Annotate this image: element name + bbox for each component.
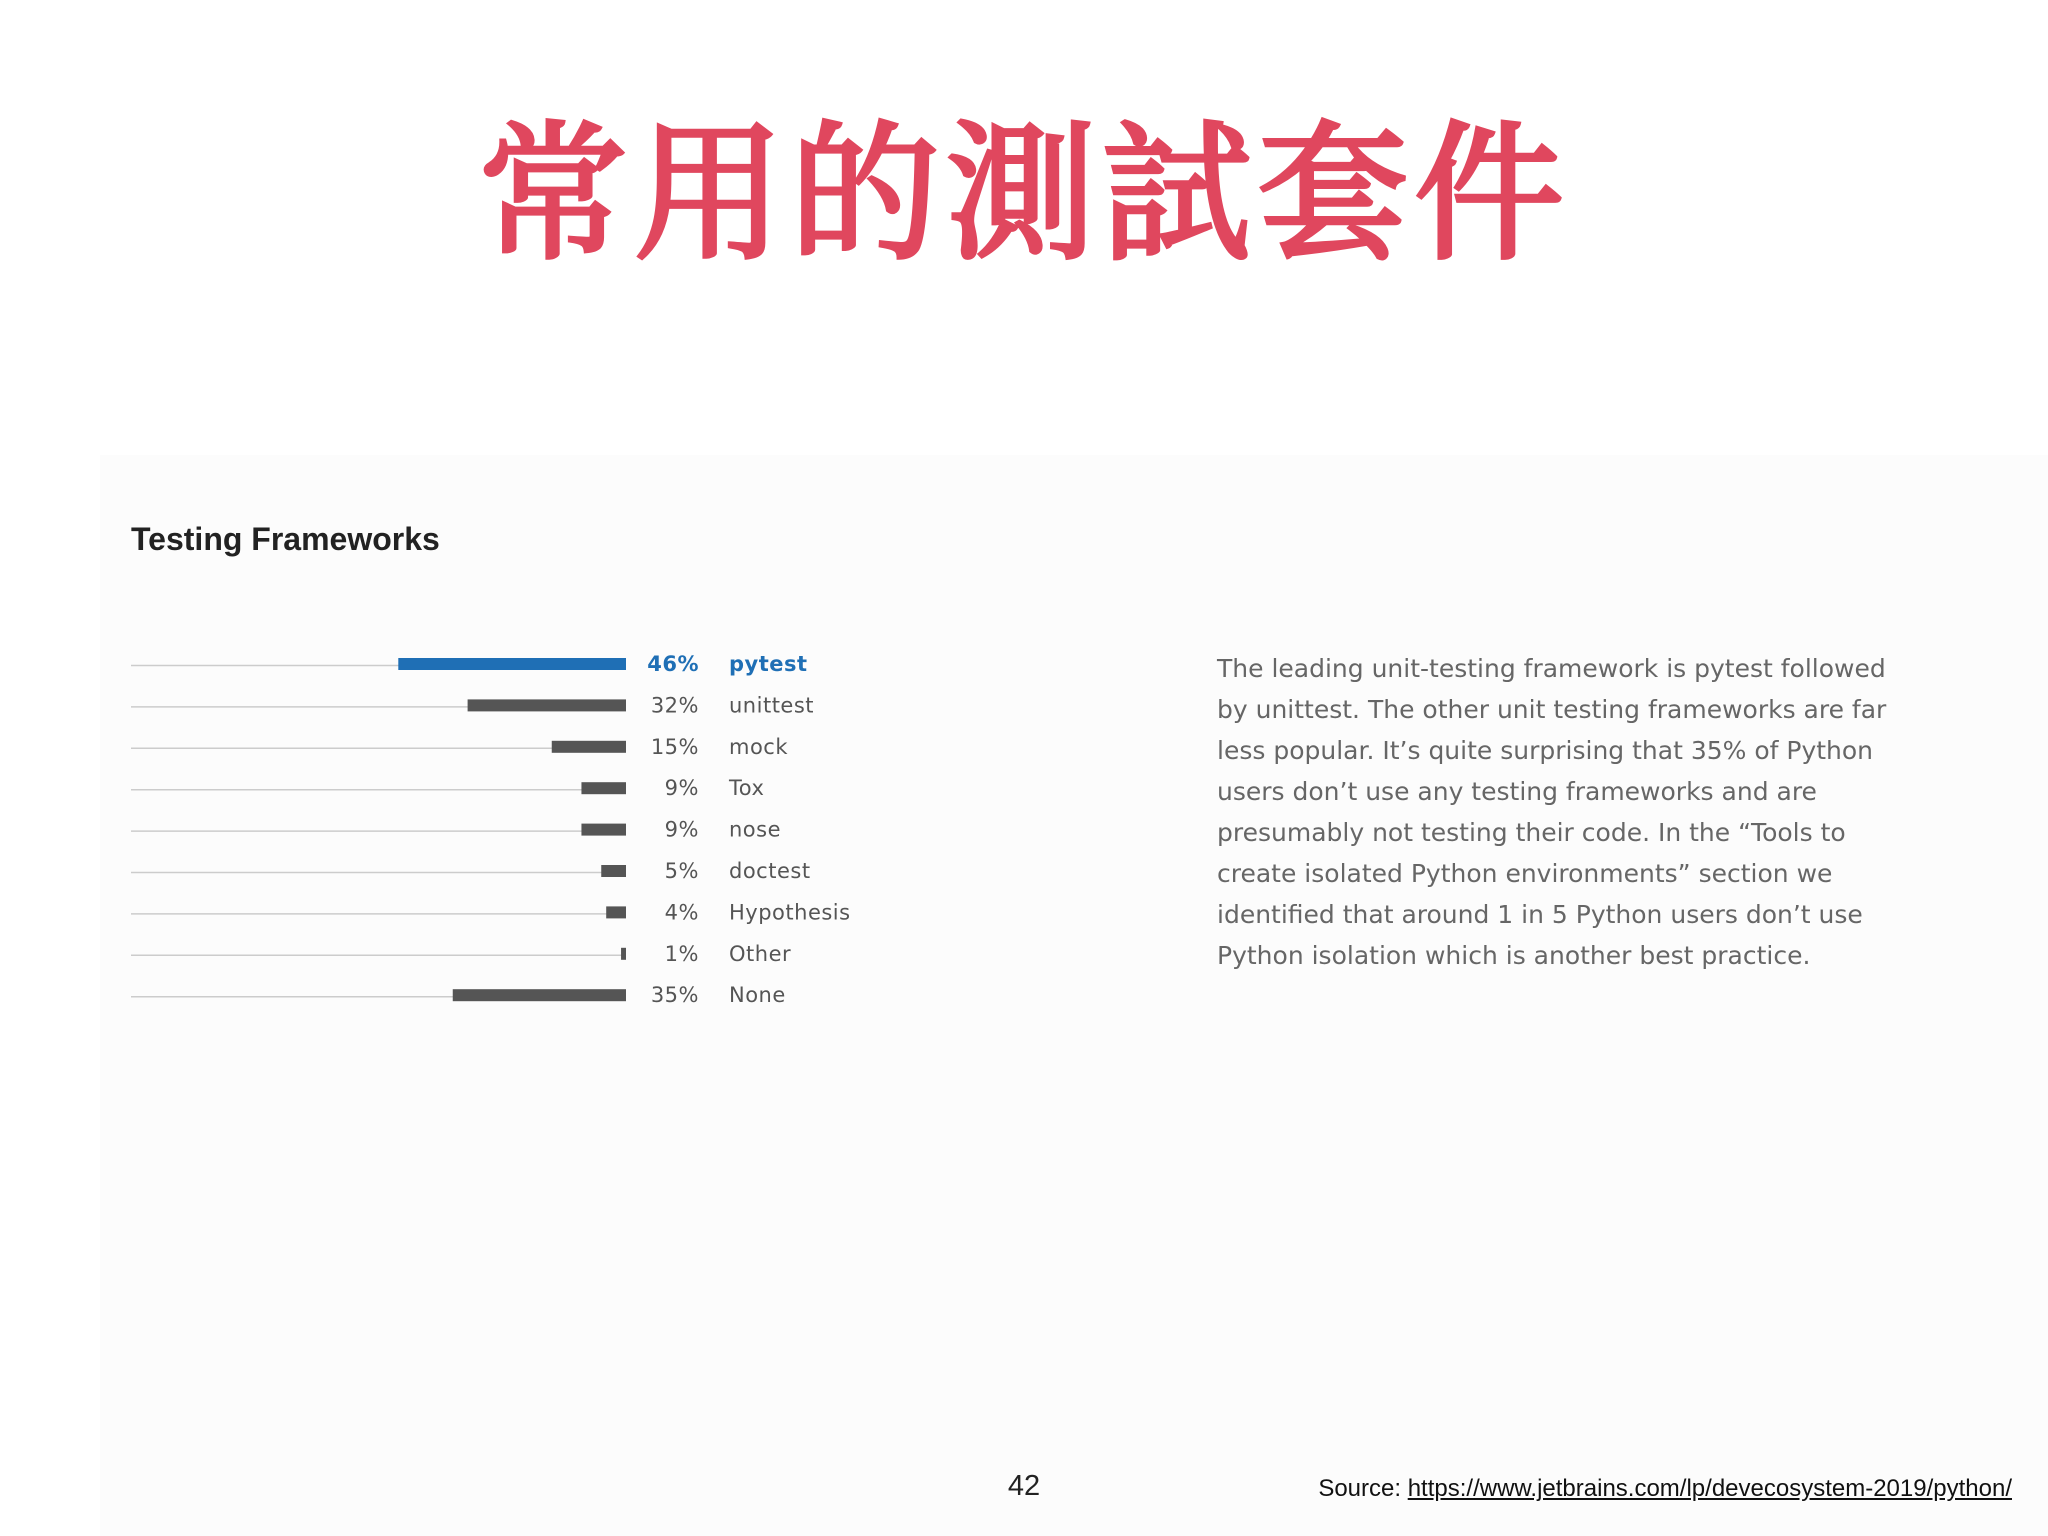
slide-title: 常用的測試套件 [477, 108, 1570, 282]
category-label: None [729, 983, 786, 1008]
bar-other [621, 948, 626, 960]
value-label: 46% [647, 652, 699, 676]
category-label: mock [729, 734, 789, 759]
bar-hypothesis [606, 906, 626, 918]
source-link[interactable]: https://www.jetbrains.com/lp/devecosystem-2019/python/ [1407, 1475, 2012, 1502]
value-label: 4% [664, 900, 699, 925]
value-label: 32% [650, 693, 699, 718]
chart-title: Testing Frameworks [131, 521, 440, 557]
category-label: nose [729, 817, 782, 842]
value-label: 9% [664, 776, 699, 801]
category-label: pytest [729, 652, 808, 676]
bar-unittest [468, 699, 626, 711]
bar-tox [581, 782, 626, 794]
value-label: 5% [664, 859, 699, 883]
page-number: 42 [1007, 1470, 1041, 1502]
category-label: Tox [729, 776, 765, 801]
category-label: Other [729, 941, 792, 966]
source-citation [1318, 1475, 2012, 1503]
value-label: 15% [650, 734, 699, 759]
value-label: 1% [664, 941, 699, 966]
bar-pytest [398, 658, 626, 670]
category-label: doctest [729, 859, 811, 883]
value-label: 35% [650, 983, 699, 1008]
bar-doctest [601, 865, 626, 877]
bar-none [453, 989, 626, 1001]
bar-mock [552, 741, 626, 753]
category-label: unittest [729, 693, 815, 718]
source-label: Source: [1318, 1475, 1402, 1502]
category-label: Hypothesis [729, 900, 851, 925]
description-text: The leading unit-testing framework is pytest followed by unittest. The other unit testing frameworks are far less popular. It’s quite surprising that 35% of Python users don’t use any testing frameworks and are presumably not testing their code. In the “Tools to create isolated Python environments” section we identified that around 1 in 5 Python users don’t use Python isolation which is another best practice. [1217, 654, 1887, 970]
bar-nose [581, 824, 626, 836]
value-label: 9% [664, 817, 699, 842]
